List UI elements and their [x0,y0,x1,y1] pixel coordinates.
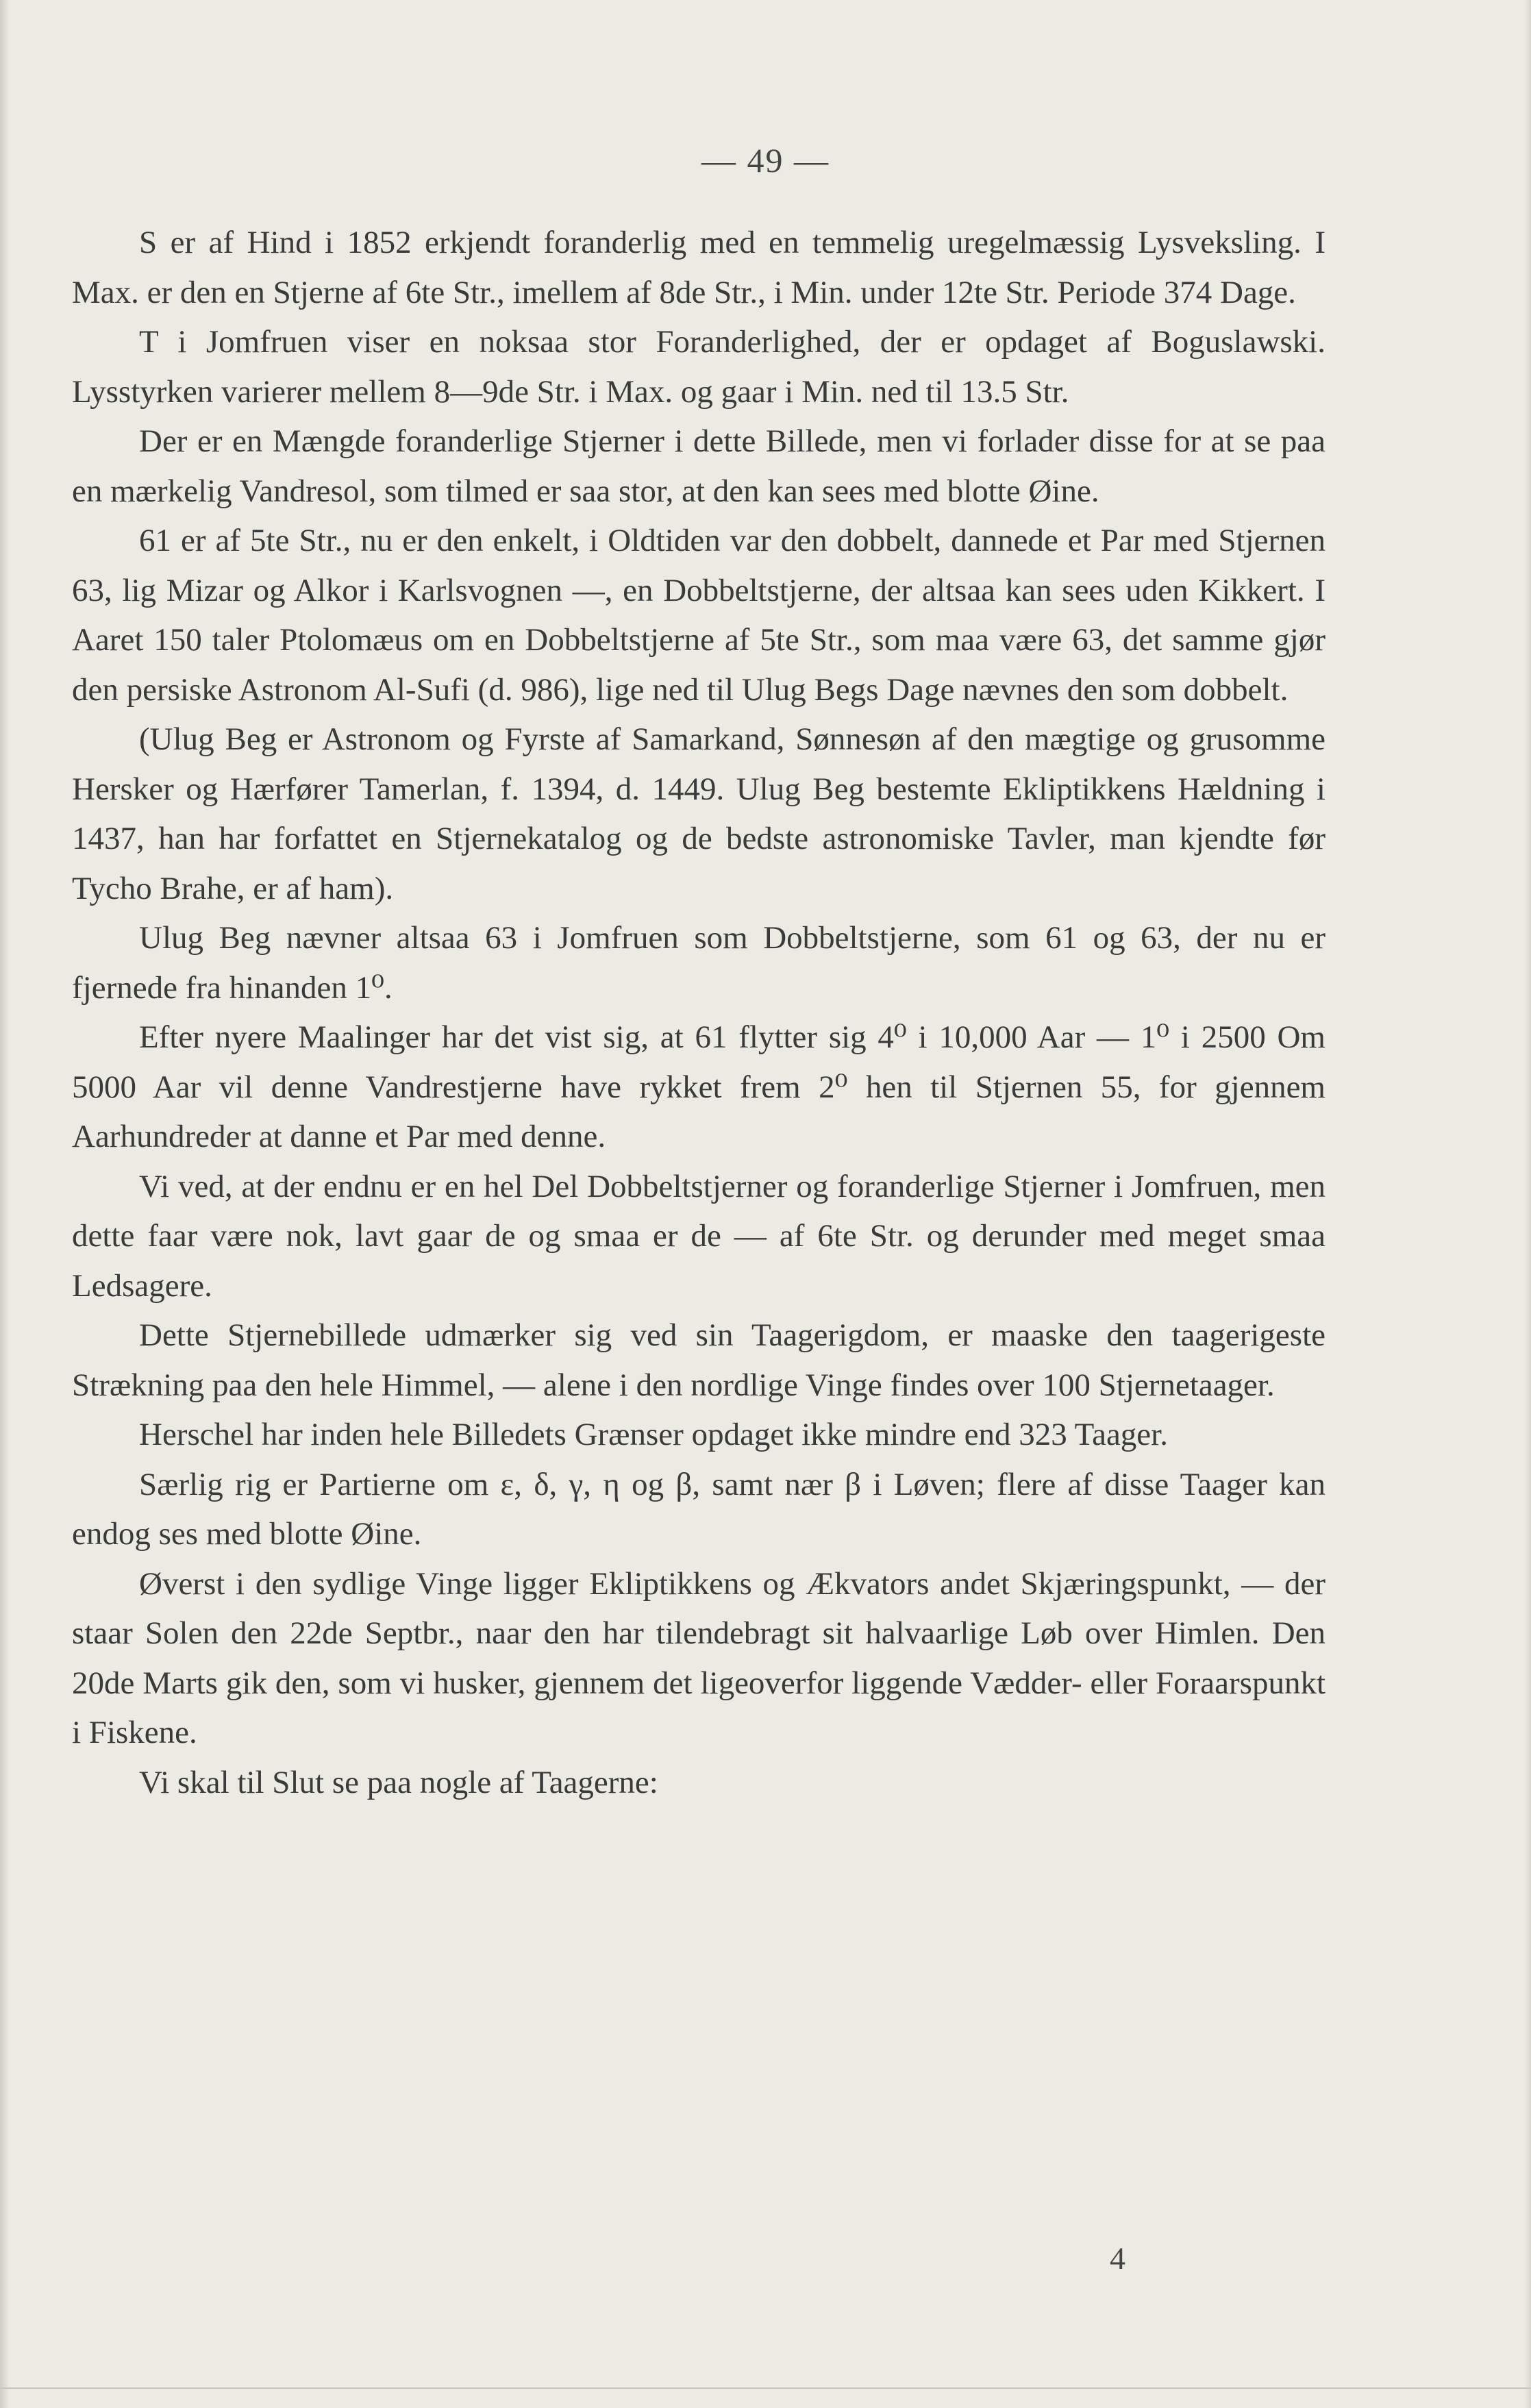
paragraph: Vi skal til Slut se paa nogle af Taagerne: [139,1764,658,1800]
paragraph: Efter nyere Maalinger har det vist sig, at 61 flytter sig 4⁰ i 10,000 Aar — 1⁰ i 2500 Om 5000 Aar vil denne Vandrestjerne have rykket frem 2⁰ hen til Stjernen 55, for gjennem Aarhundreder at danne et Par med denne. [72,1019,1325,1154]
paragraph: S er af Hind i 1852 erkjendt foranderlig med en temmelig uregelmæssig Lysveksling. I Max. er den en Stjerne af 6te Str., imellem af 8de Str., i Min. under 12te Str. Periode 374 Dage. [72,225,1325,310]
body-text [72,218,1325,1807]
paragraph: Særlig rig er Partierne om ε, δ, γ, η og β, samt nær β i Løven; flere af disse Taager kan endog ses med blotte Øine. [72,1466,1325,1552]
paragraph: Ulug Beg nævner altsaa 63 i Jomfruen som Dobbeltstjerne, som 61 og 63, der nu er fjernede fra hinanden 1⁰. [72,920,1325,1006]
bottom-rule [0,2387,1531,2389]
paragraph: 61 er af 5te Str., nu er den enkelt, i Oldtiden var den dobbelt, dannede et Par med Stjernen 63, lig Mizar og Alkor i Karlsvognen —, en Dobbeltstjerne, der altsaa kan sees uden Kikkert. I Aaret 150 taler Ptolomæus om en Dobbeltstjerne af 5te Str., som maa være 63, det samme gjør den persiske Astronom Al-Sufi (d. 986), lige ned til Ulug Begs Dage nævnes den som dobbelt. [72,523,1325,708]
paragraph: Vi ved, at der endnu er en hel Del Dobbeltstjerner og foranderlige Stjerner i Jomfruen, men dette faar være nok, lavt gaar de og smaa er de — af 6te Str. og derunder med meget smaa Ledsagere. [72,1168,1325,1304]
signature-mark: 4 [1110,2241,1125,2276]
page-edge-right [1524,0,1531,2408]
page-number: — 49 — [701,141,830,179]
paragraph: (Ulug Beg er Astronom og Fyrste af Samarkand, Sønnesøn af den mægtige og grusomme Hersker og Hærfører Tamerlan, f. 1394, d. 1449. Ulug Beg bestemte Ekliptikkens Hældning i 1437, han har forfattet en Stjernekatalog og de bedste astronomiske Tavler, man kjendte før Tycho Brahe, er af ham). [72,721,1325,906]
paragraph: Øverst i den sydlige Vinge ligger Ekliptikkens og Ækvators andet Skjæringspunkt, — der staar Solen den 22de Septbr., naar den har tilendebragt sit halvaarlige Løb over Himlen. Den 20de Marts gik den, som vi husker, gjennem det ligeoverfor liggende Vædder- eller Foraarspunkt i Fiskene. [72,1565,1325,1750]
paragraph: Dette Stjernebillede udmærker sig ved sin Taagerigdom, er maaske den taagerigeste Strækning paa den hele Himmel, — alene i den nordlige Vinge findes over 100 Stjernetaager. [72,1317,1325,1403]
paragraph: Der er en Mængde foranderlige Stjerner i dette Billede, men vi forlader disse for at se paa en mærkelig Vandresol, som tilmed er saa stor, at den kan sees med blotte Øine. [72,423,1325,509]
page-edge-left [0,0,10,2408]
paragraph: Herschel har inden hele Billedets Grænser opdaget ikke mindre end 323 Taager. [139,1417,1168,1452]
paragraph: T i Jomfruen viser en noksaa stor Foranderlighed, der er opdaget af Boguslawski. Lysstyrken varierer mellem 8—9de Str. i Max. og gaar i Min. ned til 13.5 Str. [72,324,1325,410]
